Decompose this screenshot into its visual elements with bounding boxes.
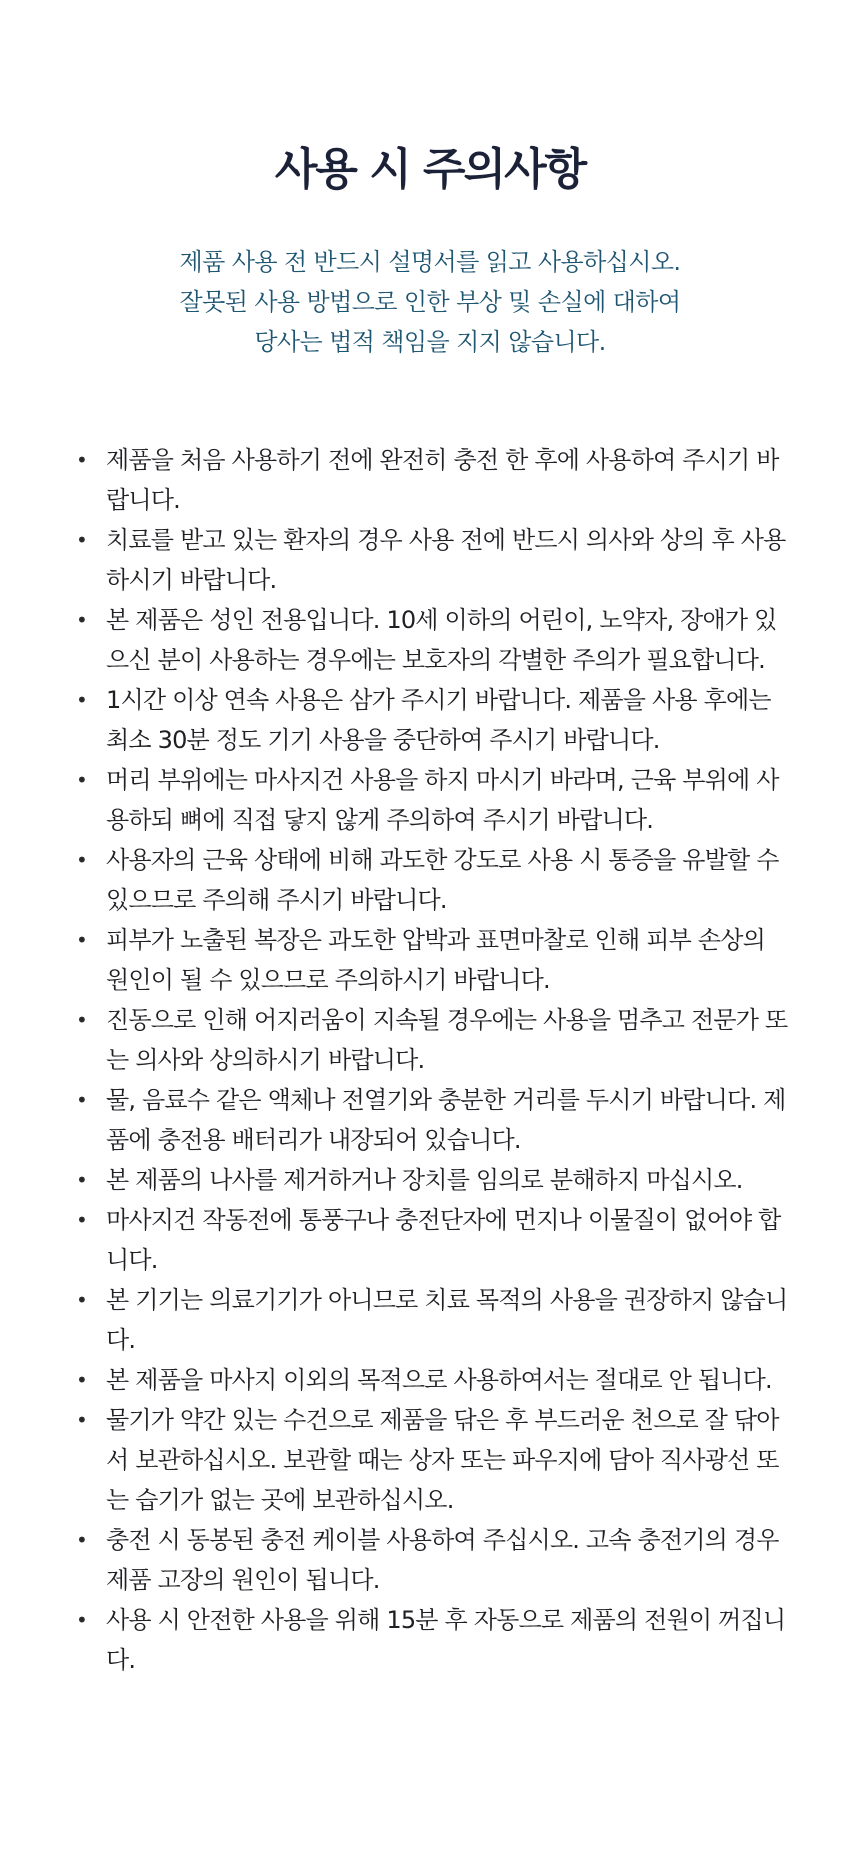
page-title: 사용 시 주의사항	[274, 144, 586, 195]
notice-text	[0, 242, 860, 362]
list-item	[72, 1000, 792, 1080]
list-item-text: 피부가 노출된 복장은 과도한 압박과 표면마찰로 인해 피부 손상의 원인이 될 수 있으므로 주의하시기 바랍니다.	[106, 926, 765, 994]
list-item-text: 본 제품의 나사를 제거하거나 장치를 임의로 분해하지 마십시오.	[106, 1166, 743, 1194]
bullet-icon: •	[76, 1368, 87, 1392]
list-item-text: 사용자의 근육 상태에 비해 과도한 강도로 사용 시 통증을 유발할 수 있으므로 주의해 주시기 바랍니다.	[106, 846, 779, 914]
bullet-icon: •	[76, 528, 87, 552]
list-item-text: 본 제품을 마사지 이외의 목적으로 사용하여서는 절대로 안 됩니다.	[106, 1366, 772, 1394]
caution-list	[72, 440, 792, 1680]
list-item-text: 충전 시 동봉된 충전 케이블 사용하여 주십시오. 고속 충전기의 경우 제품 고장의 원인이 됩니다.	[106, 1526, 779, 1594]
list-item	[72, 1360, 792, 1400]
list-item-text: 본 제품은 성인 전용입니다. 10세 이하의 어린이, 노약자, 장애가 있으신 분이 사용하는 경우에는 보호자의 각별한 주의가 필요합니다.	[106, 606, 777, 674]
list-item	[72, 760, 792, 840]
bullet-icon: •	[76, 1528, 87, 1552]
list-item-text: 1시간 이상 연속 사용은 삼가 주시기 바랍니다. 제품을 사용 후에는 최소 30분 정도 기기 사용을 중단하여 주시기 바랍니다.	[106, 686, 771, 754]
list-item	[72, 1160, 792, 1200]
notice-line: 당사는 법적 책임을 지지 않습니다.	[254, 328, 606, 356]
list-item	[72, 440, 792, 520]
list-item-text: 본 기기는 의료기기가 아니므로 치료 목적의 사용을 권장하지 않습니다.	[106, 1286, 788, 1354]
list-item	[72, 1520, 792, 1600]
list-item	[72, 1400, 792, 1520]
list-item-text: 제품을 처음 사용하기 전에 완전히 충전 한 후에 사용하여 주시기 바랍니다.	[106, 446, 779, 514]
list-item	[72, 840, 792, 920]
list-item-text: 사용 시 안전한 사용을 위해 15분 후 자동으로 제품의 전원이 꺼집니다.	[106, 1606, 786, 1674]
notice-line: 잘못된 사용 방법으로 인한 부상 및 손실에 대하여	[179, 288, 681, 316]
bullet-icon: •	[76, 1008, 87, 1032]
bullet-icon: •	[76, 688, 87, 712]
bullet-icon: •	[76, 1088, 87, 1112]
list-item	[72, 920, 792, 1000]
bullet-icon: •	[76, 768, 87, 792]
bullet-icon: •	[76, 448, 87, 472]
bullet-icon: •	[76, 608, 87, 632]
list-item-text: 치료를 받고 있는 환자의 경우 사용 전에 반드시 의사와 상의 후 사용하시기 바랍니다.	[106, 526, 786, 594]
bullet-icon: •	[76, 928, 87, 952]
notice-line: 제품 사용 전 반드시 설명서를 읽고 사용하십시오.	[179, 248, 681, 276]
bullet-icon: •	[76, 848, 87, 872]
list-item	[72, 1200, 792, 1280]
list-item-text: 머리 부위에는 마사지건 사용을 하지 마시기 바라며, 근육 부위에 사용하되 뼈에 직접 닿지 않게 주의하여 주시기 바랍니다.	[106, 766, 779, 834]
bullet-icon: •	[76, 1168, 87, 1192]
bullet-icon: •	[76, 1288, 87, 1312]
list-item-text: 물기가 약간 있는 수건으로 제품을 닦은 후 부드러운 천으로 잘 닦아서 보관하십시오. 보관할 때는 상자 또는 파우지에 담아 직사광선 또는 습기가 없는 곳에 보관하십시오.	[106, 1406, 779, 1514]
list-item	[72, 1280, 792, 1360]
list-item	[72, 600, 792, 680]
list-item	[72, 680, 792, 760]
bullet-icon: •	[76, 1608, 87, 1632]
bullet-icon: •	[76, 1208, 87, 1232]
list-item-text: 물, 음료수 같은 액체나 전열기와 충분한 거리를 두시기 바랍니다. 제품에 충전용 배터리가 내장되어 있습니다.	[106, 1086, 786, 1154]
list-item	[72, 1600, 792, 1680]
list-item	[72, 520, 792, 600]
list-item	[72, 1080, 792, 1160]
bullet-icon: •	[76, 1408, 87, 1432]
list-item-text: 진동으로 인해 어지러움이 지속될 경우에는 사용을 멈추고 전문가 또는 의사와 상의하시기 바랍니다.	[106, 1006, 788, 1074]
list-item-text: 마사지건 작동전에 통풍구나 충전단자에 먼지나 이물질이 없어야 합니다.	[106, 1206, 781, 1274]
